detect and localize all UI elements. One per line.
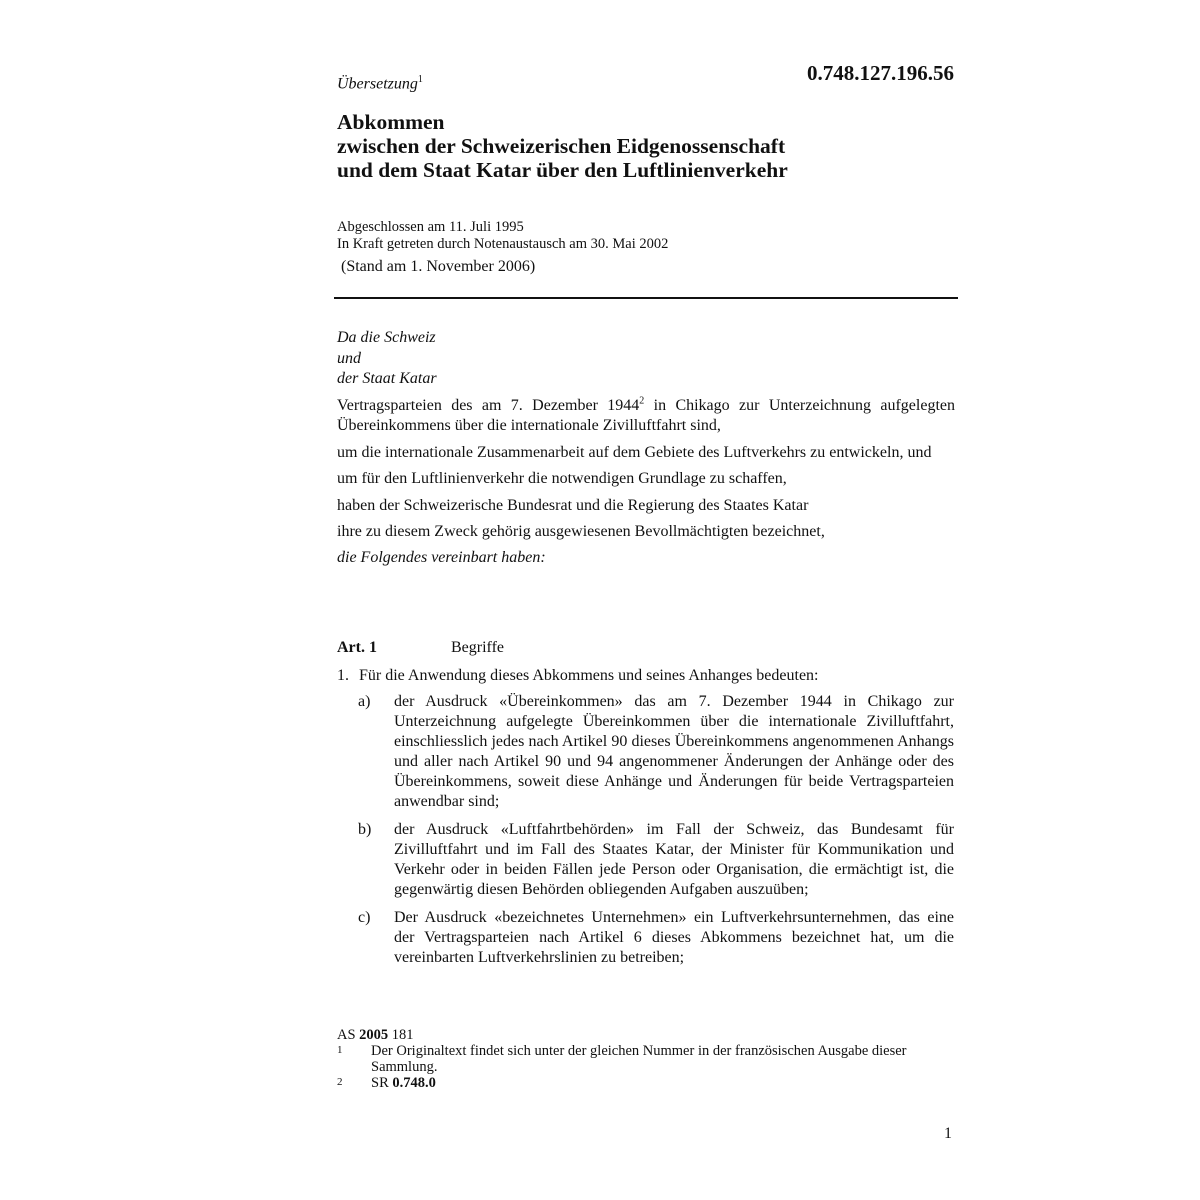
as-year: 2005: [359, 1027, 389, 1043]
article-1: [337, 638, 955, 976]
concluded-date: Abgeschlossen am 11. Juli 1995: [337, 219, 524, 235]
article-title: Begriffe: [451, 639, 505, 656]
footnote-text: [371, 1075, 937, 1091]
in-force-date: In Kraft getreten durch Notenaustausch am 30. Mai 2002: [337, 235, 669, 252]
item-text: der Ausdruck «Luftfahrtbehörden» im Fall der Schweiz, das Bundesamt für Zivilluftfahrt und im Fall des Staates Katar, der Minister für Kommunikation und Verkehr oder in beiden Fällen jede Person oder Organisation, die ermächtigt ist, die gegenwärtig diesen Behörden obliegenden Aufgaben auszuüben;: [394, 821, 954, 898]
preamble-para1-end: in Chikago zur Unterzeichnung aufgelegten Übereinkommens über die internationale Zivilluftfahrt sind,: [337, 396, 955, 434]
footnote-number: 1: [337, 1044, 343, 1056]
footnote-sr-prefix: SR: [371, 1075, 393, 1091]
footnote-ref-1: 1: [417, 74, 423, 85]
title-line-3: und dem Staat Katar über den Luftlinienverkehr: [337, 158, 788, 182]
translation-label: [337, 74, 423, 93]
document-title: [337, 110, 788, 182]
official-collection-ref: [337, 1027, 937, 1043]
document-meta: [337, 219, 668, 252]
preamble-paragraph: um für den Luftlinienverkehr die notwendigen Grundlage zu schaffen,: [337, 470, 787, 487]
list-item: [337, 820, 955, 900]
article-heading: [337, 638, 955, 660]
article-number: Art. 1: [337, 639, 377, 656]
document-page: [337, 0, 957, 1200]
preamble-paragraph: ihre zu diesem Zweck gehörig ausgewiesenen Bevollmächtigten bezeichnet,: [337, 523, 825, 540]
status-date: (Stand am 1. November 2006): [341, 258, 536, 275]
sr-number: 0.748.127.196.56: [807, 61, 954, 85]
preamble-paragraph: um die internationale Zusammenarbeit auf dem Gebiete des Luftverkehrs zu entwickeln, und: [337, 443, 932, 461]
title-line-1: Abkommen: [337, 110, 445, 134]
item-text: der Ausdruck «Übereinkommen» das am 7. Dezember 1944 in Chikago zur Unterzeichnung aufgelegte Übereinkommen über die internationale Zivilluftfahrt, einschliesslich jedes nach Artikel 90 dieses Übereinkommens angenommenen Anhangs und aller nach Artikel 90 und 94 angenommener Änderungen der Anhänge oder des Übereinkommens, soweit diese Anhänge und Änderungen für beide Vertragsparteien anwendbar sind;: [394, 693, 954, 810]
list-item: [337, 692, 955, 812]
header-divider: [334, 297, 958, 299]
footnote: [337, 1075, 937, 1091]
translation-text: Übersetzung: [337, 75, 418, 93]
footnote-text: Der Originaltext findet sich unter der gleichen Nummer in der französischen Ausgabe dieser Sammlung.: [371, 1043, 907, 1075]
item-letter: c): [358, 909, 371, 926]
preamble: [337, 328, 955, 568]
preamble-paragraph: [337, 396, 955, 437]
preamble-para1-start: Vertragsparteien des am 7. Dezember 1944: [337, 396, 640, 414]
as-prefix: AS: [337, 1027, 360, 1043]
paragraph-text: Für die Anwendung dieses Abkommens und seines Anhanges bedeuten:: [359, 667, 819, 684]
preamble-parties: [337, 328, 955, 390]
item-letter: b): [358, 821, 372, 838]
title-line-2: zwischen der Schweizerischen Eidgenossenschaft: [337, 134, 786, 158]
preamble-paragraph: haben der Schweizerische Bundesrat und die Regierung des Staates Katar: [337, 496, 809, 514]
footnote-sr-number: 0.748.0: [392, 1075, 436, 1091]
item-text: Der Ausdruck «bezeichnetes Unternehmen» ein Luftverkehrsunternehmen, das eine der Vertragsparteien nach Artikel 6 dieses Abkommens bezeichnet hat, um die vereinbarten Luftverkehrslinien zu betreiben;: [394, 909, 954, 966]
footnote-ref-2: 2: [639, 395, 645, 407]
party-line: der Staat Katar: [337, 370, 437, 387]
footnote-number: 2: [337, 1076, 343, 1088]
item-letter: a): [358, 693, 371, 710]
party-line: und: [337, 349, 361, 367]
party-line: Da die Schweiz: [337, 329, 436, 346]
preamble-closing: die Folgendes vereinbart haben:: [337, 548, 546, 566]
as-page: 181: [388, 1027, 414, 1043]
article-intro: [337, 666, 955, 686]
footnote: [337, 1043, 937, 1075]
definition-list: [337, 692, 955, 968]
page-number: 1: [944, 1125, 952, 1142]
paragraph-number: 1.: [337, 667, 349, 684]
list-item: [337, 908, 955, 968]
footnotes: [337, 1027, 937, 1091]
